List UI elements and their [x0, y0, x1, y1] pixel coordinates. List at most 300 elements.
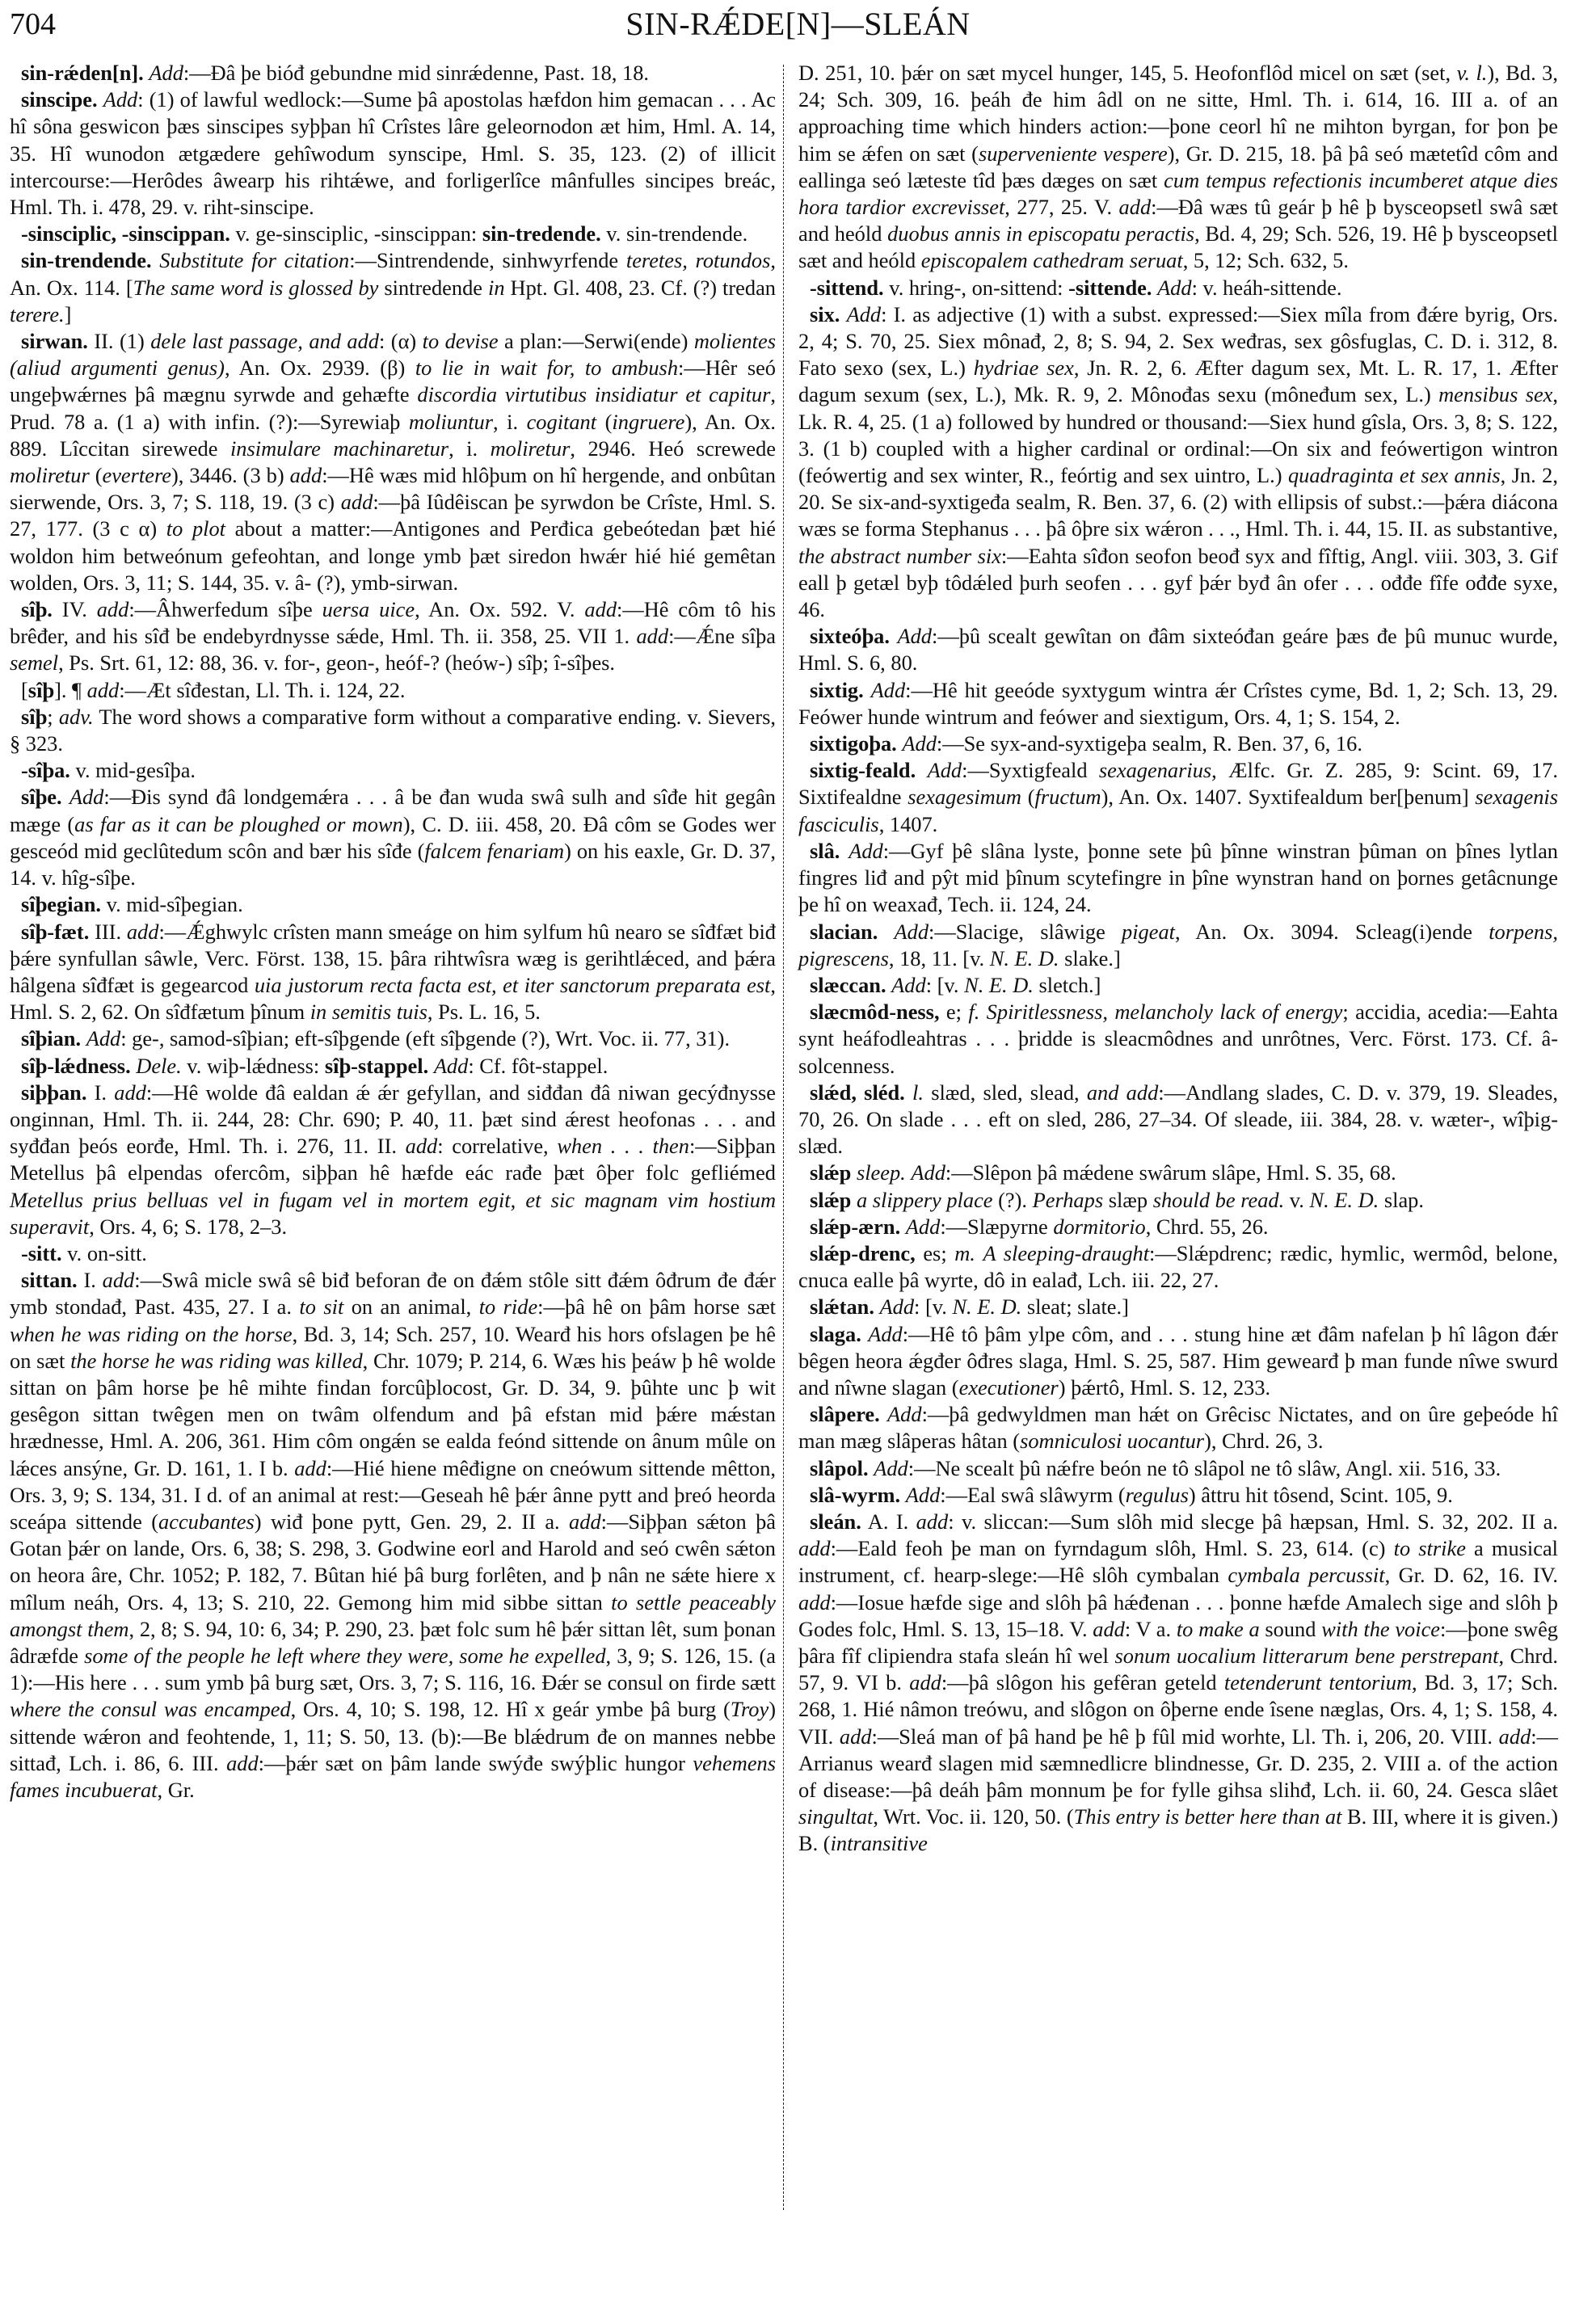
entry-text: [900, 1483, 906, 1507]
headword: slǽp: [810, 1160, 852, 1185]
entry-text: , An. Ox. 2939. (β): [224, 356, 415, 381]
italic-text: when he was riding on the horse: [10, 1321, 293, 1346]
entry-text: ), An. Ox. 889. Lîccitan sirewede: [10, 409, 777, 461]
italic-text: uersa uice: [322, 597, 415, 622]
entry-text: slap.: [1379, 1187, 1424, 1212]
dictionary-entry: [10, 784, 776, 891]
entry-text: , 5, 12; Sch. 632, 5.: [1182, 248, 1349, 273]
italic-text: sleep.: [856, 1160, 906, 1185]
italic-text: Add: [69, 785, 104, 810]
italic-text: the horse he was riding was killed: [70, 1348, 363, 1373]
italic-text: falcem fenariam: [424, 838, 565, 863]
entry-text: :—Ne scealt þû nǽfre beón ne tô slâpol ne tô slâw, Angl. xii. 516, 33.: [907, 1455, 1501, 1480]
entry-text: :—Slêpon þâ mǽdene swârum slâpe, Hml. S. 35, 68.: [945, 1160, 1396, 1185]
entry-text: , Wrt. Voc. ii. 120, 50. (: [873, 1804, 1074, 1829]
italic-text: uia justorum recta facta est, et iter sanctorum preparata est: [254, 972, 771, 997]
italic-text: to make a: [1176, 1616, 1260, 1641]
entry-text: :—Andlang slades, C. D. v. 379, 19. Sleades, 70, 26. On slade . . . eft on sled, 286, 27–34. Of sleade, iii. 384, 28. v. wæter-, wîþig-slæd.: [798, 1080, 1558, 1159]
italic-text: add: [86, 677, 120, 702]
dictionary-entry: [10, 757, 776, 784]
entry-text: [851, 1160, 857, 1185]
entry-text: : [v.: [925, 972, 965, 997]
entry-text: ) on his eaxle, Gr. D. 37, 14. v. hîg-sîþe.: [10, 838, 776, 890]
entry-text: sound: [1259, 1616, 1322, 1641]
italic-text: add: [340, 490, 373, 515]
dictionary-entry: [10, 1053, 776, 1080]
entry-text: sintredende: [378, 275, 488, 300]
entry-text: v. mid-gesîþa.: [69, 758, 196, 783]
italic-text: singultat: [798, 1804, 874, 1829]
italic-text: a slippery place: [856, 1187, 993, 1212]
entry-text: , Ors. 4, 6; S. 178, 2–3.: [89, 1214, 288, 1239]
dictionary-entry: [798, 1187, 1558, 1214]
entry-text: [861, 1322, 868, 1346]
headword: sin-tredende.: [482, 221, 601, 246]
entry-text: [900, 1214, 906, 1239]
entry-text: :—Ðis synd đâ londgemǽra . . . â be đan wuda swâ sulh and sîđe hit gegân mæge (: [10, 785, 776, 836]
italic-text: Add: [891, 972, 926, 997]
entry-text: , Chrd. 57, 9. VI b.: [798, 1643, 1559, 1695]
italic-text: molientes (aliud argumenti genus): [10, 329, 776, 381]
entry-text: [864, 678, 871, 702]
entry-text: I.: [77, 1268, 103, 1293]
entry-text: :—þâ hê on þâm horse sæt: [537, 1294, 777, 1320]
italic-text: add: [798, 1536, 831, 1561]
entry-text: :—Eal swâ slâwyrm (: [940, 1482, 1126, 1507]
dictionary-entry: [798, 1455, 1558, 1482]
entry-text: (?).: [992, 1187, 1033, 1212]
italic-text: cum tempus refectionis incumberet atque dies hora tardior excrevisset: [798, 167, 1558, 220]
headword: sîþe.: [21, 785, 62, 810]
italic-text: add: [569, 1509, 601, 1534]
italic-text: add: [114, 1080, 146, 1105]
italic-text: moliuntur: [408, 409, 493, 434]
entry-text: : correlative,: [437, 1134, 558, 1159]
entry-text: ), 3446. (3 b): [171, 463, 290, 488]
italic-text: insimulare machinaretur: [230, 436, 449, 461]
entry-text: : (α): [378, 329, 423, 354]
italic-text: executioner: [958, 1374, 1059, 1400]
italic-text: Add: [894, 919, 929, 944]
entry-text: es;: [915, 1240, 955, 1265]
headword: sinscipe.: [21, 87, 98, 112]
italic-text: Metellus prius belluas vel in fugam vel in mortem egit, et sic magnam vim hostium superavit: [10, 1187, 776, 1239]
italic-text: when . . . then: [557, 1134, 689, 1159]
italic-text: m.: [954, 1240, 975, 1265]
entry-text: about a matter:—Antigones and Perđica gebeótedan þæt hié woldon him betweónum gefeohtan, and longe ymb þæt siredon hwǽr hié hié gemêtan wolden, Ors. 3, 11; S. 144, 35. v. â- (?), ymb-sirwan.: [10, 516, 776, 595]
dictionary-entry: [10, 1025, 776, 1052]
italic-text: Dele.: [136, 1053, 182, 1078]
entry-text: I.: [86, 1080, 115, 1105]
dictionary-entry: [10, 221, 776, 247]
dictionary-entry: [798, 301, 1558, 623]
dictionary-entry: [798, 1321, 1558, 1402]
headword: -sinsciplic, -sinscippan.: [21, 221, 230, 246]
entry-text: :—Slæpyrne: [940, 1214, 1054, 1239]
entry-text: v.: [1284, 1187, 1310, 1212]
entry-text: :—þone swêg þâra fîf clipiendra stafa sleán hî wel: [798, 1616, 1559, 1668]
dictionary-entry: [10, 677, 776, 704]
headword: -sittende.: [1068, 275, 1152, 300]
italic-text: and add: [1086, 1080, 1159, 1105]
dictionary-entry: [798, 1080, 1558, 1160]
italic-text: to plot: [166, 516, 226, 541]
italic-text: Add: [870, 677, 906, 702]
italic-text: Add: [86, 1026, 121, 1051]
entry-text: :—Eahta sîđon seofon beođ syx and fîftig, Angl. viii. 303, 3. Gif eall þ getæl byþ tôdǽled þurh seofen . . . gyf þǽr byđ ân ofer . . . ođđe fîfe ođđe syxe, 46.: [798, 543, 1558, 622]
italic-text: moliretur: [490, 436, 571, 461]
entry-text: ; accidia, acedia:—Eahta synt heáfodleahtras . . . þridde is sleacmôdnes and unrôtnes, Verc. Först. 173. Cf. â-solcenness.: [798, 1000, 1558, 1078]
entry-text: ), C. D. iii. 458, 20. Ðâ côm se Godes wer gesceód mid geclûtedum scôn and bær his sîđe (: [10, 811, 776, 863]
dictionary-entry: [798, 60, 1558, 275]
dictionary-entry: [10, 247, 776, 328]
left-column: [10, 60, 776, 1804]
italic-text: add: [1093, 1616, 1125, 1641]
italic-text: Add: [433, 1053, 469, 1078]
entry-text: :—þâ Iûdêiscan þe syrwdon be Crîste, Hml. S. 27, 177. (3 c α): [10, 490, 776, 541]
italic-text: duobus annis in episcopatu peractis: [887, 221, 1195, 246]
italic-text: in: [488, 275, 505, 300]
dictionary-entry: [798, 1509, 1558, 1858]
entry-text: B. III, where it is given.) B. (: [798, 1804, 1558, 1856]
entry-text: ), Bd. 3, 24; Sch. 309, 16. þeáh đe him âdl on ne sitte, Hml. Th. i. 614, 16. III a. of an approaching time which hinders action:—þone ceorl hî ne mihton byrgan, for þon þe him se ǽfen on sæt (: [798, 61, 1558, 166]
entry-text: on an animal,: [343, 1294, 479, 1320]
headword: sîþ-fæt.: [21, 919, 90, 944]
entry-text: : V a.: [1124, 1616, 1177, 1641]
entry-text: ) sittende wǽron and feohtende, 1, 11; S. 50, 13. (b):—Be blǽdrum đe on mannes nebbe sittađ, Lch. i. 86, 6. III.: [10, 1697, 776, 1775]
italic-text: Add: [927, 758, 962, 783]
entry-text: [: [21, 677, 28, 702]
entry-text: , Ælfc. Gr. Z. 285, 9: Scint. 69, 17. Sixtifealdne: [798, 758, 1558, 810]
italic-text: where the consul was encamped: [10, 1697, 291, 1722]
entry-text: III.: [89, 919, 127, 944]
entry-text: :—þâ slôgon his gefêran geteld: [941, 1670, 1224, 1695]
entry-text: :—Siþþan Metellus þâ elpendas ofercôm, siþþan hê hæfde eác rađe þæt ôþer folc gefliémed: [10, 1134, 776, 1185]
entry-text: :—Eald feoh þe man on fyrndagum slôh, Hml. S. 23, 614. (c): [830, 1536, 1394, 1561]
headword: slǽp-drenc,: [810, 1240, 916, 1265]
entry-text: e;: [939, 1000, 969, 1025]
entry-text: slæp: [1103, 1187, 1153, 1212]
entry-text: :—Ǽne sîþa: [668, 624, 776, 649]
italic-text: cogitant: [526, 409, 597, 434]
italic-text: to lie in wait for, to ambush: [415, 356, 679, 381]
italic-text: Add: [902, 731, 937, 756]
italic-text: Perhaps: [1032, 1187, 1104, 1212]
entry-text: [98, 87, 103, 112]
entry-text: [428, 1054, 434, 1078]
entry-text: v. ge-sinsciplic, -sinscippan:: [230, 221, 482, 246]
italic-text: pigeat: [1122, 919, 1175, 944]
italic-text: sexagenarius: [1098, 758, 1212, 783]
entry-text: (: [596, 409, 613, 434]
dictionary-entry: [798, 275, 1558, 301]
italic-text: with the voice: [1321, 1616, 1441, 1641]
italic-text: Add: [879, 1294, 915, 1320]
headword: sixtig.: [810, 677, 864, 702]
headword: slǽp: [810, 1187, 852, 1212]
italic-text: teretes, rotundos: [625, 248, 771, 273]
italic-text: fructum: [1034, 785, 1101, 810]
italic-text: add: [839, 1724, 872, 1749]
entry-text: [916, 758, 927, 782]
italic-text: N. E. D.: [964, 972, 1034, 997]
italic-text: Add: [103, 87, 138, 112]
headword: sin-rǽden[n].: [21, 61, 144, 85]
headword: slacian.: [810, 919, 878, 944]
dictionary-entry: [798, 1160, 1558, 1186]
italic-text: add: [289, 463, 322, 488]
entry-text: , i.: [448, 436, 491, 461]
dictionary-entry: [798, 1240, 1558, 1294]
entry-text: v. sin-trendende.: [600, 221, 748, 246]
italic-text: Add: [149, 61, 183, 85]
entry-text: , An. Ox. 114. [: [10, 248, 777, 300]
dictionary-entry: [10, 328, 776, 596]
dictionary-entry: [10, 1267, 776, 1804]
entry-text: :—þâ gedwyldmen man hǽt on Grêcisc Nictates, and on ûre geþeóde hî man mæg slâperas hâtan (: [798, 1402, 1558, 1454]
dictionary-entry: [798, 999, 1558, 1080]
italic-text: add: [405, 1134, 438, 1159]
italic-text: hydriae sex: [973, 356, 1074, 381]
entry-text: , Bd. 4, 29; Sch. 526, 19. Hê þ bysceopsetl sæt and heóld: [798, 221, 1558, 273]
headword: sirwan.: [21, 329, 88, 354]
entry-text: :—Hê wolde đâ ealdan ǽ ǽr gefyllan, and siđđan đâ niwan gecýđnysse onginnan, Hml. Th. ii. 244, 28: Chr. 690; P. 40, 11. þæt sind ǽrest heofonas . . . and syđđan þeós eorđe, Hml. Th. i. 276, 11. II.: [10, 1080, 776, 1159]
entry-text: : v. sliccan:—Sum slôh mid slecge þâ hæpsan, Hml. S. 32, 202. II a.: [948, 1509, 1558, 1534]
italic-text: to devise: [422, 329, 499, 354]
headword: sixtigoþa.: [810, 731, 897, 756]
italic-text: Add: [905, 1482, 941, 1507]
headword: six.: [810, 301, 840, 326]
entry-text: , Chr. 1079; P. 214, 6. Wæs his þeáw þ hê wolde sittan on þâm horse þe hê mihte findan forcûþlocost, Gr. D. 34, 9. þûhte unc þ wit gesêgon sittan twêgen men on twâm olfendum and þâ efstan mid þǽre mǽstan hrædnesse, Hml. A. 206, 361. Him côm ongǽn se ealda feónd sittende on ânum mûle on lǽces ansýne, Gr. D. 161, 1. I b.: [10, 1348, 776, 1480]
italic-text: add: [909, 1670, 941, 1695]
entry-text: sleat; slate.]: [1021, 1294, 1129, 1320]
entry-text: [81, 1026, 86, 1050]
column-divider: [783, 65, 784, 2210]
headword: sleán.: [810, 1509, 861, 1534]
dictionary-entry: [798, 677, 1558, 730]
italic-text: regulus: [1125, 1482, 1189, 1507]
italic-text: in semitis tuis: [310, 1000, 427, 1025]
italic-text: vehemens fames incubuerat: [10, 1750, 776, 1802]
entry-text: :—Iosue hæfde sige and slôh þâ hǽđenan . . . þonne hæfde Amalech sige and slôh þ Godes folc, Hml. S. 13, 15–18. V.: [798, 1589, 1558, 1641]
italic-text: ingruere: [612, 409, 685, 434]
entry-text: [874, 1294, 880, 1319]
entry-text: :—Ǽghwylc crîsten mann smeáge on him sylfum hû nearo se sîđfæt biđ þǽre synfullan sâwle, Verc. Först. 138, 15. þâra rihtwîsra wæg is gerihtlǽced, and þǽra hâlgena sîđfæt is gegearcod: [10, 919, 776, 997]
entry-text: [975, 1241, 983, 1265]
entry-text: :—Gyf þê slâna lyste, þonne sete þû þînne winstran þûman on þînes lytlan fingres liđ and pŷt mid þînum scytefingre in þîne wynstran hand on þornes getâcnunge þe hî on weaxađ, Tech. ii. 124, 24.: [798, 838, 1558, 917]
entry-text: :—Sleá man of þâ hand þe hê þ fûl mid worhte, Ll. Th. i, 206, 20. VIII.: [871, 1724, 1499, 1749]
entry-text: : Cf. fôt-stappel.: [468, 1053, 609, 1078]
entry-text: , i.: [493, 409, 527, 434]
italic-text: add: [1118, 195, 1152, 220]
headword: sîþ: [21, 704, 48, 729]
entry-text: II. (1): [87, 329, 151, 354]
entry-text: :—Hêr seó ungeþwǽrnes þâ mægnu syrwde and gehæfte: [10, 356, 777, 407]
headword: slǽd, sléd.: [810, 1080, 905, 1105]
entry-text: v. on-sitt.: [61, 1240, 147, 1265]
entry-text: The word shows a comparative form without a comparative ending. v. Sievers, § 323.: [10, 704, 776, 756]
headword: slǽtan.: [810, 1294, 874, 1320]
italic-text: dele last passage, and add: [150, 329, 379, 354]
italic-text: add: [798, 1589, 831, 1614]
entry-text: , Jn. 2, 20. Se six-and-syxtigeđa sealm, R. Ben. 37, 6. (2) with ellipsis of subst.:—þǽra diácona wæs se forma Stephanus . . . þâ ôþre six wǽron . . ., Hml. Th. i. 44, 15. II. as substantive,: [798, 463, 1558, 541]
entry-text: ) wiđ þone pytt, Gen. 29, 2. II a.: [254, 1509, 570, 1534]
headword: sixtig-feald.: [810, 758, 916, 783]
italic-text: The same word is glossed by: [133, 275, 379, 300]
entry-text: :—Æt sîđestan, Ll. Th. i. 124, 22.: [119, 677, 406, 702]
italic-text: Spiritlessness, melancholy lack of energy: [986, 1000, 1343, 1025]
entry-text: :—Hê hit geeóde syxtygum wintra ǽr Crîstes cyme, Bd. 1, 2; Sch. 13, 29. Feówer hunde wintrum and feówer and siextigum, Ors. 4, 1; S. 154, 2.: [798, 677, 1558, 729]
entry-text: slæd, sled, slead,: [923, 1080, 1087, 1105]
italic-text: mensibus sex: [1438, 382, 1553, 407]
headword: slâ-wyrm.: [810, 1482, 901, 1507]
headword: sîþ: [27, 677, 55, 702]
dictionary-entry: [798, 972, 1558, 999]
dictionary-entry: [798, 1214, 1558, 1240]
headword: slæcmôd-ness,: [810, 1000, 940, 1025]
dictionary-entry: [10, 891, 776, 918]
entry-text: :—Hê wæs mid hlôþum on hî hergende, and onbûtan sierwende, Ors. 3, 7; S. 118, 19. (3 c): [10, 463, 776, 515]
entry-text: ) þǽrtô, Hml. S. 12, 233.: [1058, 1374, 1271, 1400]
italic-text: f.: [968, 1000, 980, 1025]
entry-text: , 3, 9; S. 126, 15. (a 1):—His here . . . sum ymb þâ burg sæt, Ors. 3, 7; S. 116, 16. Ðǽr se consul on firde sætt: [10, 1643, 776, 1695]
entry-text: , Bd. 3, 17; Sch. 268, 1. Hié nâmon treówu, and slôgon on ôþerne ende îsene næglas, Ors. 4, 1; S. 158, 4. VII.: [798, 1670, 1559, 1749]
entry-text: :—Hê côm tô his brêđer, and his sîđ be endebyrdnysse sǽde, Hml. Th. ii. 358, 25. VII 1.: [10, 597, 776, 649]
entry-text: , Prud. 78 a. (1 a) with infin. (?):—Syrewiaþ: [10, 382, 776, 434]
entry-text: , An. Ox. 592. V.: [415, 597, 585, 622]
headword: sîþegian.: [21, 892, 101, 917]
italic-text: to strike: [1393, 1536, 1466, 1561]
entry-text: :—þû scealt gewîtan on đâm sixteóđan geáre þæs đe þû munuc wurde, Hml. S. 6, 80.: [798, 624, 1558, 676]
italic-text: Add: [887, 1402, 922, 1427]
headword: sîþ.: [21, 597, 53, 622]
entry-text: : (1) of lawful wedlock:—Sume þâ apostolas hæfdon him gemacan . . . Ac hî sôna geswicon þæs sinscipes syþþan hî Crîstes lâre geleornodon æt him, Hml. A. 14, 35. Hî wunodon ætgædere gehîwodum synscipe, Hml. S. 35, 123. (2) of illicit intercourse:—Herôdes âwearp his rihtǽwe, and forligerlîce mânfulles sincipes breác, Hml. Th. i. 478, 29. v. riht-sinscipe.: [10, 87, 776, 220]
entry-text: , Gr. D. 62, 16. IV.: [1384, 1563, 1558, 1588]
italic-text: Add: [897, 624, 932, 649]
italic-text: N. E. D.: [1309, 1187, 1379, 1212]
dictionary-entry: [798, 1401, 1558, 1454]
entry-text: , Gr.: [157, 1778, 195, 1802]
dictionary-entry: [10, 704, 776, 757]
italic-text: Add: [846, 301, 882, 326]
italic-text: add: [126, 919, 159, 944]
entry-text: :—Hê tô þâm ylpe côm, and . . . stung hine æt đâm nafelan þ hî lâgon đǽr bêgen heora ǽgđer ôđres slaga, Hml. S. 25, 587. Him gewearđ þ man funde nîwe swurd and nîwne slagan (: [798, 1321, 1558, 1400]
entry-text: , 1407.: [878, 811, 938, 836]
italic-text: tetenderunt tentorium: [1223, 1670, 1413, 1695]
entry-text: (: [89, 463, 103, 488]
dictionary-entry: [798, 919, 1558, 972]
italic-text: Add: [849, 838, 883, 863]
italic-text: add: [294, 1455, 326, 1480]
entry-text: :—Siþþan sǽton þâ Gotan þǽr on lande, Ors. 6, 38; S. 298, 3. Godwine eorl and Harold and seó cwên sǽton on heora âre, Chr. 1052; P. 182, 7. Bûtan hié þâ burg forlêten, and þ nân ne sǽte hiere x mîlum neáh, Ors. 4, 13; S. 210, 22. Gemong him mid sibbe sittan: [10, 1509, 777, 1614]
italic-text: add: [636, 624, 669, 649]
entry-text: [880, 1402, 887, 1426]
entry-text: sletch.]: [1033, 972, 1101, 997]
entry-text: , Bd. 3, 14; Sch. 257, 10. Wearđ his hors ofslagen þe hê on sæt: [10, 1321, 776, 1373]
italic-text: dormitorio: [1053, 1214, 1146, 1239]
italic-text: sexagenis fasciculis: [798, 785, 1558, 836]
dictionary-entry: [798, 730, 1558, 757]
italic-text: terere.: [10, 301, 65, 326]
italic-text: add: [916, 1509, 949, 1534]
entry-text: :—Swâ micle swâ sê biđ beforan đe on đǽm stôle sitt đǽm ôđrum đe đǽr ymb stondađ, Past. 435, 27. I a.: [10, 1268, 776, 1320]
entry-text: :—Sintrendende, sinhwyrfende: [349, 248, 626, 273]
entry-text: :—þǽr sæt on þâm lande swýđe swýþlic hungor: [258, 1750, 693, 1775]
entry-text: A. I.: [861, 1509, 916, 1534]
entry-text: [905, 1080, 912, 1105]
dictionary-entry: [798, 838, 1558, 919]
entry-text: , 18, 11. [v.: [888, 945, 990, 970]
headword: slâpol.: [810, 1455, 869, 1480]
italic-text: to settle peaceably amongst them: [10, 1589, 777, 1641]
italic-text: A sleeping-draught: [983, 1240, 1150, 1265]
entry-text: [979, 1000, 986, 1024]
headword: sîþian.: [21, 1026, 82, 1051]
entry-text: , 2946. Heó screwede: [570, 436, 776, 461]
italic-text: Add: [874, 1455, 908, 1480]
italic-text: add: [226, 1750, 259, 1775]
dictionary-entry: [10, 86, 776, 221]
entry-text: D. 251, 10. þǽr on sæt mycel hunger, 145, 5. Heofonflôd micel on sæt (set,: [798, 61, 1457, 85]
headword: siþþan.: [21, 1080, 87, 1105]
entry-text: : [v.: [914, 1294, 953, 1320]
italic-text: some of the people he left where they were, some he expelled: [84, 1643, 606, 1668]
entry-text: :—Slǽpdrenc; rædic, hymlic, wermôd, belone, cnuca ealle þâ wyrte, dô in ealađ, Lch. iii. 22, 27.: [798, 1240, 1558, 1293]
italic-text: N. E. D.: [989, 945, 1059, 970]
entry-text: :—Ðâ þe bióđ gebundne mid sinrǽdenne, Past. 18, 18.: [183, 61, 650, 85]
headword: -sittend.: [810, 275, 884, 300]
italic-text: Add: [868, 1321, 903, 1346]
italic-text: Add: [911, 1160, 945, 1185]
headword: slâ.: [810, 838, 840, 863]
italic-text: l.: [912, 1080, 924, 1105]
italic-text: Substitute for citation: [159, 248, 350, 273]
italic-text: evertere: [102, 463, 171, 488]
entry-text: v. hring-, on-sittend:: [883, 275, 1069, 300]
italic-text: Add: [1157, 275, 1192, 300]
italic-text: cymbala percussit: [1228, 1563, 1385, 1588]
italic-text: the abstract number six: [798, 543, 1001, 568]
entry-text: : ge-, samod-sîþian; eft-sîþgende (eft sîþgende (?), Wrt. Voc. ii. 77, 31).: [120, 1026, 731, 1051]
dictionary-entry: [798, 1482, 1558, 1509]
italic-text: quadraginta et sex annis: [1287, 463, 1501, 488]
page-number: 704: [10, 7, 56, 41]
entry-text: [62, 785, 69, 809]
entry-text: [878, 920, 894, 944]
italic-text: to ride: [478, 1294, 538, 1320]
italic-text: Troy: [730, 1697, 769, 1722]
dictionary-entry: [798, 623, 1558, 676]
entry-text: ), Chrd. 26, 3.: [1204, 1429, 1324, 1454]
entry-text: ) âttru hit tôsend, Scint. 105, 9.: [1188, 1482, 1453, 1507]
entry-text: , Jn. R. 2, 6. Æfter dagum sex, Mt. L. R. 17, 1. Æfter dagum sexum (sex, L.), Mk. R. 9, 2. Mônođas sexu (môneđum sex, L.): [798, 356, 1558, 407]
entry-text: :—Syxtigfeald: [962, 758, 1099, 783]
entry-text: , An. Ox. 3094. Scleag(i)ende: [1174, 919, 1489, 944]
italic-text: N. E. D.: [952, 1294, 1022, 1320]
italic-text: v. l.: [1456, 61, 1488, 85]
entry-text: , 277, 25. V.: [1004, 195, 1119, 220]
entry-text: :—Ðâ wæs tû geár þ hê þ bysceopsetl swâ sæt and heóld: [798, 195, 1558, 246]
dictionary-entry: [798, 757, 1558, 838]
headword: slæccan.: [810, 972, 886, 997]
entry-text: : I. as adjective (1) with a subst. expressed:—Siex mîla from đǽre byrig, Ors. 2, 4; S. 70, 25. Siex mônađ, 2, 8; S. 94, 2. Sex weđras, sex gôsfuglas, C. D. i. 312, 8. Fato sexo (sex, L.): [798, 301, 1558, 381]
italic-text: intransitive: [830, 1831, 928, 1856]
italic-text: somniculosi uocantur: [1020, 1429, 1205, 1454]
italic-text: accubantes: [158, 1509, 255, 1534]
entry-text: , Ors. 4, 10; S. 198, 12. Hî x geár ymbe þâ burg (: [290, 1697, 731, 1722]
dictionary-entry: [10, 60, 776, 86]
headword: sin-trendende.: [21, 248, 152, 273]
